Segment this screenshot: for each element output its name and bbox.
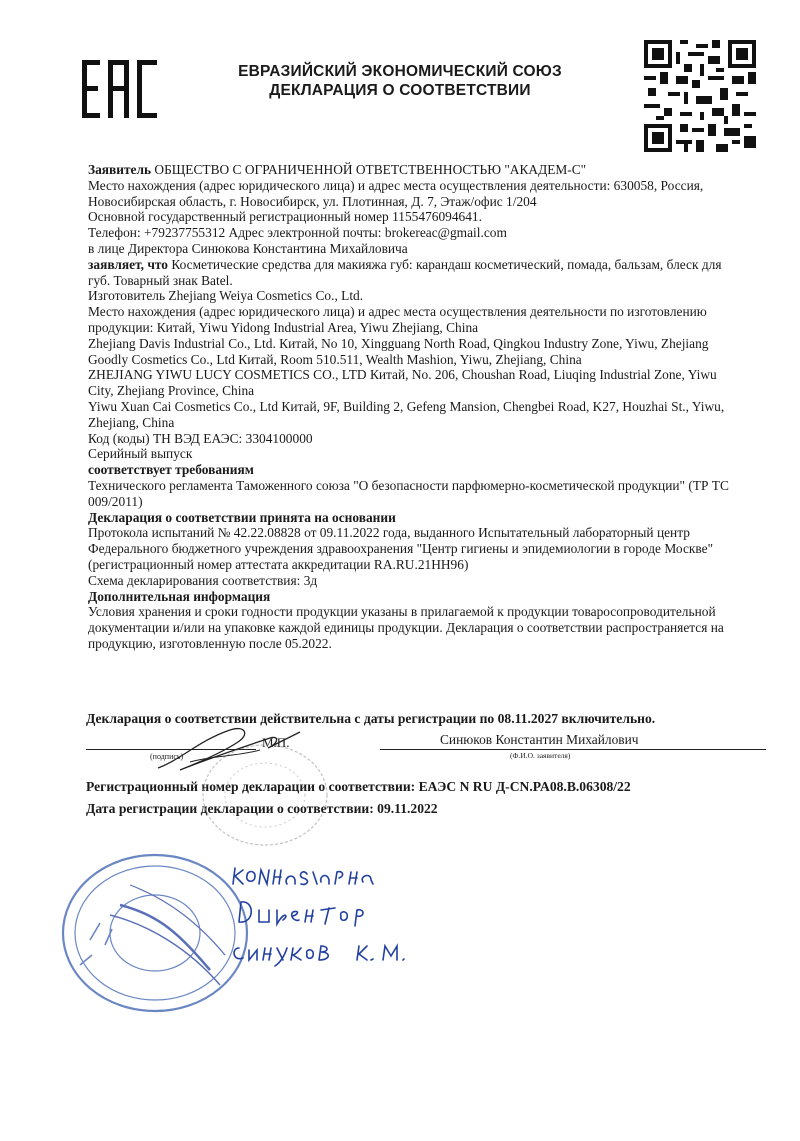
tnved-code: Код (коды) ТН ВЭД ЕАЭС: 3304100000 bbox=[88, 430, 313, 446]
manufacturer-line: Изготовитель Zhejiang Weiya Cosmetics Co., Ltd. bbox=[88, 288, 364, 304]
additional-label: Дополнительная информация bbox=[88, 588, 271, 604]
additional-text: Условия хранения и сроки годности продукции указаны в прилагаемой к продукции товаросопроводительной документации и/или на упаковке каждой единицы продукции. Декларация о соответствии распространяется на продукцию, изготовленную после 05.2022. bbox=[88, 604, 724, 651]
factory-item: ZHEJIANG YIWU LUCY COSMETICS CO., LTD Китай, No. 206, Choushan Road, Liuqing Industrial Zone, Yiwu City, Zhejiang Province, China bbox=[88, 367, 717, 399]
header-declaration-title: ДЕКЛАРАЦИЯ О СООТВЕТСТВИИ bbox=[269, 82, 531, 99]
applicant-ogrn: Основной государственный регистрационный номер 1155476094641. bbox=[88, 209, 482, 225]
applicant-representative: в лице Директора Синюкова Константина Михайловича bbox=[88, 240, 408, 256]
validity-statement: Декларация о соответствии действительна с даты регистрации по 08.11.2027 включительно. bbox=[86, 711, 656, 726]
declares-line bbox=[88, 257, 740, 289]
requirements-label: соответствует требованиям bbox=[88, 462, 254, 478]
product-description: Косметические средства для макияжа губ: карандаш косметический, помада, бальзам, блеск для губ. Товарный знак Batel. bbox=[88, 256, 722, 288]
manufacturer-address: Место нахождения (адрес юридического лица) и адрес места осуществления деятельности по изготовлению продукции: Китай, Yiwu Yidong Industrial Area, Yiwu Zhejiang, China bbox=[88, 304, 707, 335]
eac-logo bbox=[80, 58, 160, 120]
basis-label: Декларация о соответствии принята на основании bbox=[88, 509, 396, 525]
factory-item: Goodly Cosmetics Co., Ltd Китай, Room 510.511, Wealth Mashion, Yiwu, Zhejiang, China bbox=[88, 351, 582, 367]
signer-name: Синюков Константин Михайлович bbox=[440, 732, 639, 747]
director-signature bbox=[150, 720, 330, 780]
applicant-label: Заявитель bbox=[88, 162, 152, 177]
handwritten-certification bbox=[225, 862, 435, 972]
stamp-place-label: М.П. bbox=[262, 735, 290, 750]
applicant-contacts: Телефон: +79237755312 Адрес электронной почты: brokereac@gmail.com bbox=[88, 225, 507, 241]
registration-date: Дата регистрации декларации о соответствии: 09.11.2022 bbox=[86, 801, 438, 816]
applicant-line bbox=[88, 162, 740, 178]
declares-label: заявляет, что bbox=[88, 256, 168, 272]
applicant-address: Место нахождения (адрес юридического лица) и адрес места осуществления деятельности: 630058, Россия, Новосибирская область, г. Новосибирск, ул. Плотинная, Д. 7, Этаж/офис 1/204 bbox=[88, 177, 704, 209]
declaration-body bbox=[88, 162, 740, 652]
factory-item: Yiwu Xuan Cai Cosmetics Co., Ltd Китай, 9F, Building 2, Gefeng Mansion, Chengbei Road, K27, Houzhai St., Yiwu, Zhejiang, China bbox=[88, 398, 725, 430]
document-header bbox=[190, 62, 610, 100]
registration-number: Регистрационный номер декларации о соответствии: ЕАЭС N RU Д-CN.PA08.B.06308/22 bbox=[86, 779, 631, 794]
header-union-title: ЕВРАЗИЙСКИЙ ЭКОНОМИЧЕСКИЙ СОЮЗ bbox=[238, 63, 562, 80]
qr-code bbox=[644, 40, 756, 152]
scheme-text: Схема декларирования соответствия: 3д bbox=[88, 572, 318, 588]
signature-caption: (подпись) bbox=[150, 752, 184, 761]
applicant-name: ОБЩЕСТВО С ОГРАНИЧЕННОЙ ОТВЕТСТВЕННОСТЬЮ "АКАДЕМ-С" bbox=[151, 162, 587, 177]
name-line bbox=[380, 749, 766, 750]
factory-item: Zhejiang Davis Industrial Co., Ltd. Китай, No 10, Xingguang North Road, Qingkou Industry Zone, Yiwu, Zhejiang bbox=[88, 335, 709, 351]
basis-text: Протокола испытаний № 42.22.08828 от 09.11.2022 года, выданного Испытательный лабораторный центр Федерального бюджетного учреждения здравоохранения "Центр гигиены и эпидемиологии в городе Москве" (регистрационный номер аттестата аккредитации RA.RU.21НН96) bbox=[88, 525, 714, 572]
fio-caption: (Ф.И.О. заявителя) bbox=[510, 751, 571, 760]
production-type: Серийный выпуск bbox=[88, 446, 193, 462]
requirements-text: Технического регламента Таможенного союза "О безопасности парфюмерно-косметической продукции" (ТР ТС 009/2011) bbox=[88, 477, 729, 509]
